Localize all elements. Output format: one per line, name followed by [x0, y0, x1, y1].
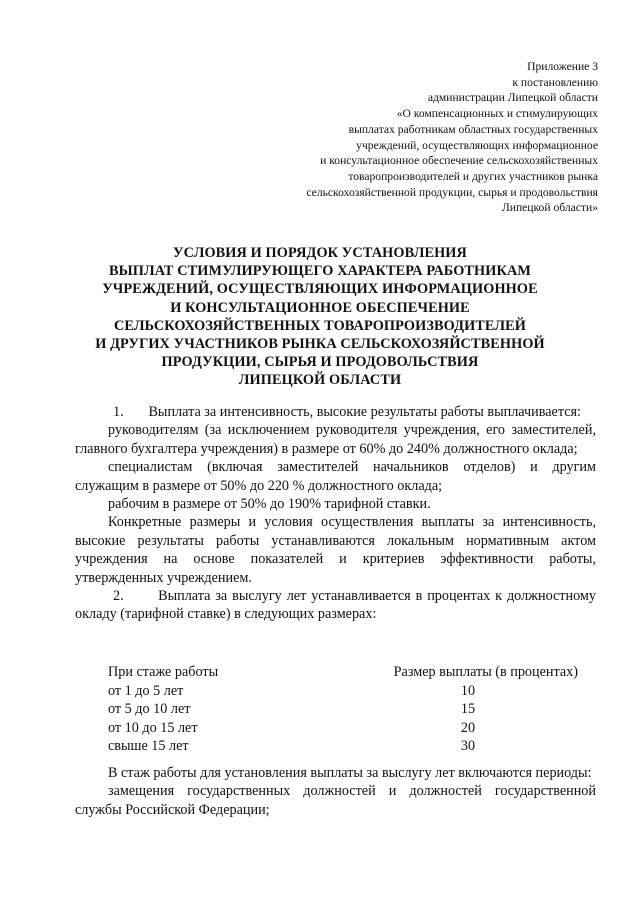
document-body	[75, 403, 596, 624]
appendix-line: администрации Липецкой области	[427, 91, 598, 105]
title-line: ПРОДУКЦИИ, СЫРЬЯ И ПРОДОВОЛЬСТВИЯ	[161, 354, 479, 371]
appendix-line: товаропроизводителей и других участников рынка	[348, 169, 598, 183]
paragraph-item-2: 2. Выплата за выслугу лет устанавливается в процентах к должностному окладу (тарифной ставке) в следующих размерах:	[75, 588, 596, 623]
appendix-line: «О компенсационных и стимулирующих	[396, 107, 598, 121]
title-line: СЕЛЬСКОХОЗЯЙСТВЕННЫХ ТОВАРОПРОИЗВОДИТЕЛЕЙ	[114, 317, 526, 334]
seniority-row	[108, 700, 578, 719]
appendix-header	[238, 59, 598, 216]
paragraph-specialists: специалистам (включая заместителей начальников отделов) и другим служащим в размере от 50% до 220 % должностного оклада;	[75, 459, 596, 494]
document-title	[40, 244, 600, 390]
paragraph-seniority-periods: В стаж работы для установления выплаты за выслугу лет включаются периоды:	[108, 765, 592, 781]
appendix-line: учреждений, осуществляющих информационное	[356, 138, 598, 152]
paragraph-specific-amounts: Конкретные размеры и условия осуществления выплаты за интенсивность, высокие результаты работы устанавливаются локальным нормативным актом учреждения на основе показателей и критериев эффективности работы, утвержденных учреждением.	[75, 514, 596, 586]
appendix-line: Липецкой области»	[501, 201, 598, 215]
seniority-period: от 5 до 10 лет	[108, 701, 191, 718]
seniority-header-row	[108, 663, 578, 682]
paragraph-item-1: 1. Выплата за интенсивность, высокие результаты работы выплачивается:	[113, 404, 581, 420]
seniority-row	[108, 719, 578, 738]
title-line: ВЫПЛАТ СТИМУЛИРУЮЩЕГО ХАРАКТЕРА РАБОТНИКАМ	[108, 263, 531, 280]
seniority-header-percent: Размер выплаты (в процентах)	[393, 664, 578, 680]
title-line: И КОНСУЛЬТАЦИОННОЕ ОБЕСПЕЧЕНИЕ	[170, 299, 470, 316]
seniority-percent: 15	[460, 701, 476, 718]
seniority-period: свыше 15 лет	[108, 738, 189, 755]
title-line: И ДРУГИХ УЧАСТНИКОВ РЫНКА СЕЛЬСКОХОЗЯЙСТВЕННОЙ	[95, 336, 545, 353]
appendix-line: Приложение 3	[527, 60, 598, 73]
title-line: УЧРЕЖДЕНИЙ, ОСУЩЕСТВЛЯЮЩИХ ИНФОРМАЦИОННОЕ	[102, 281, 538, 298]
seniority-percent: 20	[460, 719, 476, 736]
seniority-table	[108, 663, 578, 756]
paragraph-managers: руководителям (за исключением руководителя учреждения, его заместителей, главного бухгалтера учреждения) в размере от 60% до 240% должностного оклада;	[75, 422, 596, 457]
seniority-percent: 30	[460, 738, 476, 755]
appendix-line: сельскохозяйственной продукции, сырья и продовольствия	[306, 185, 598, 199]
appendix-line: выплатах работникам областных государственных	[348, 122, 598, 136]
seniority-period: от 1 до 5 лет	[108, 682, 184, 699]
document-body-continued	[75, 764, 596, 819]
seniority-row	[108, 737, 578, 756]
seniority-percent: 10	[460, 682, 476, 699]
title-line: УСЛОВИЯ И ПОРЯДОК УСТАНОВЛЕНИЯ	[173, 245, 467, 261]
seniority-period: от 10 до 15 лет	[108, 719, 198, 736]
seniority-row	[108, 682, 578, 701]
appendix-line: и консультационное обеспечение сельскохозяйственных	[320, 154, 598, 168]
seniority-header-period: При стаже работы	[108, 664, 219, 680]
paragraph-workers: рабочим в размере от 50% до 190% тарифной ставки.	[108, 496, 431, 513]
paragraph-state-positions: замещения государственных должностей и должностей государственной службы Российской Федерации;	[75, 783, 596, 818]
appendix-line: к постановлению	[512, 75, 598, 89]
title-line: ЛИПЕЦКОЙ ОБЛАСТИ	[238, 372, 402, 389]
